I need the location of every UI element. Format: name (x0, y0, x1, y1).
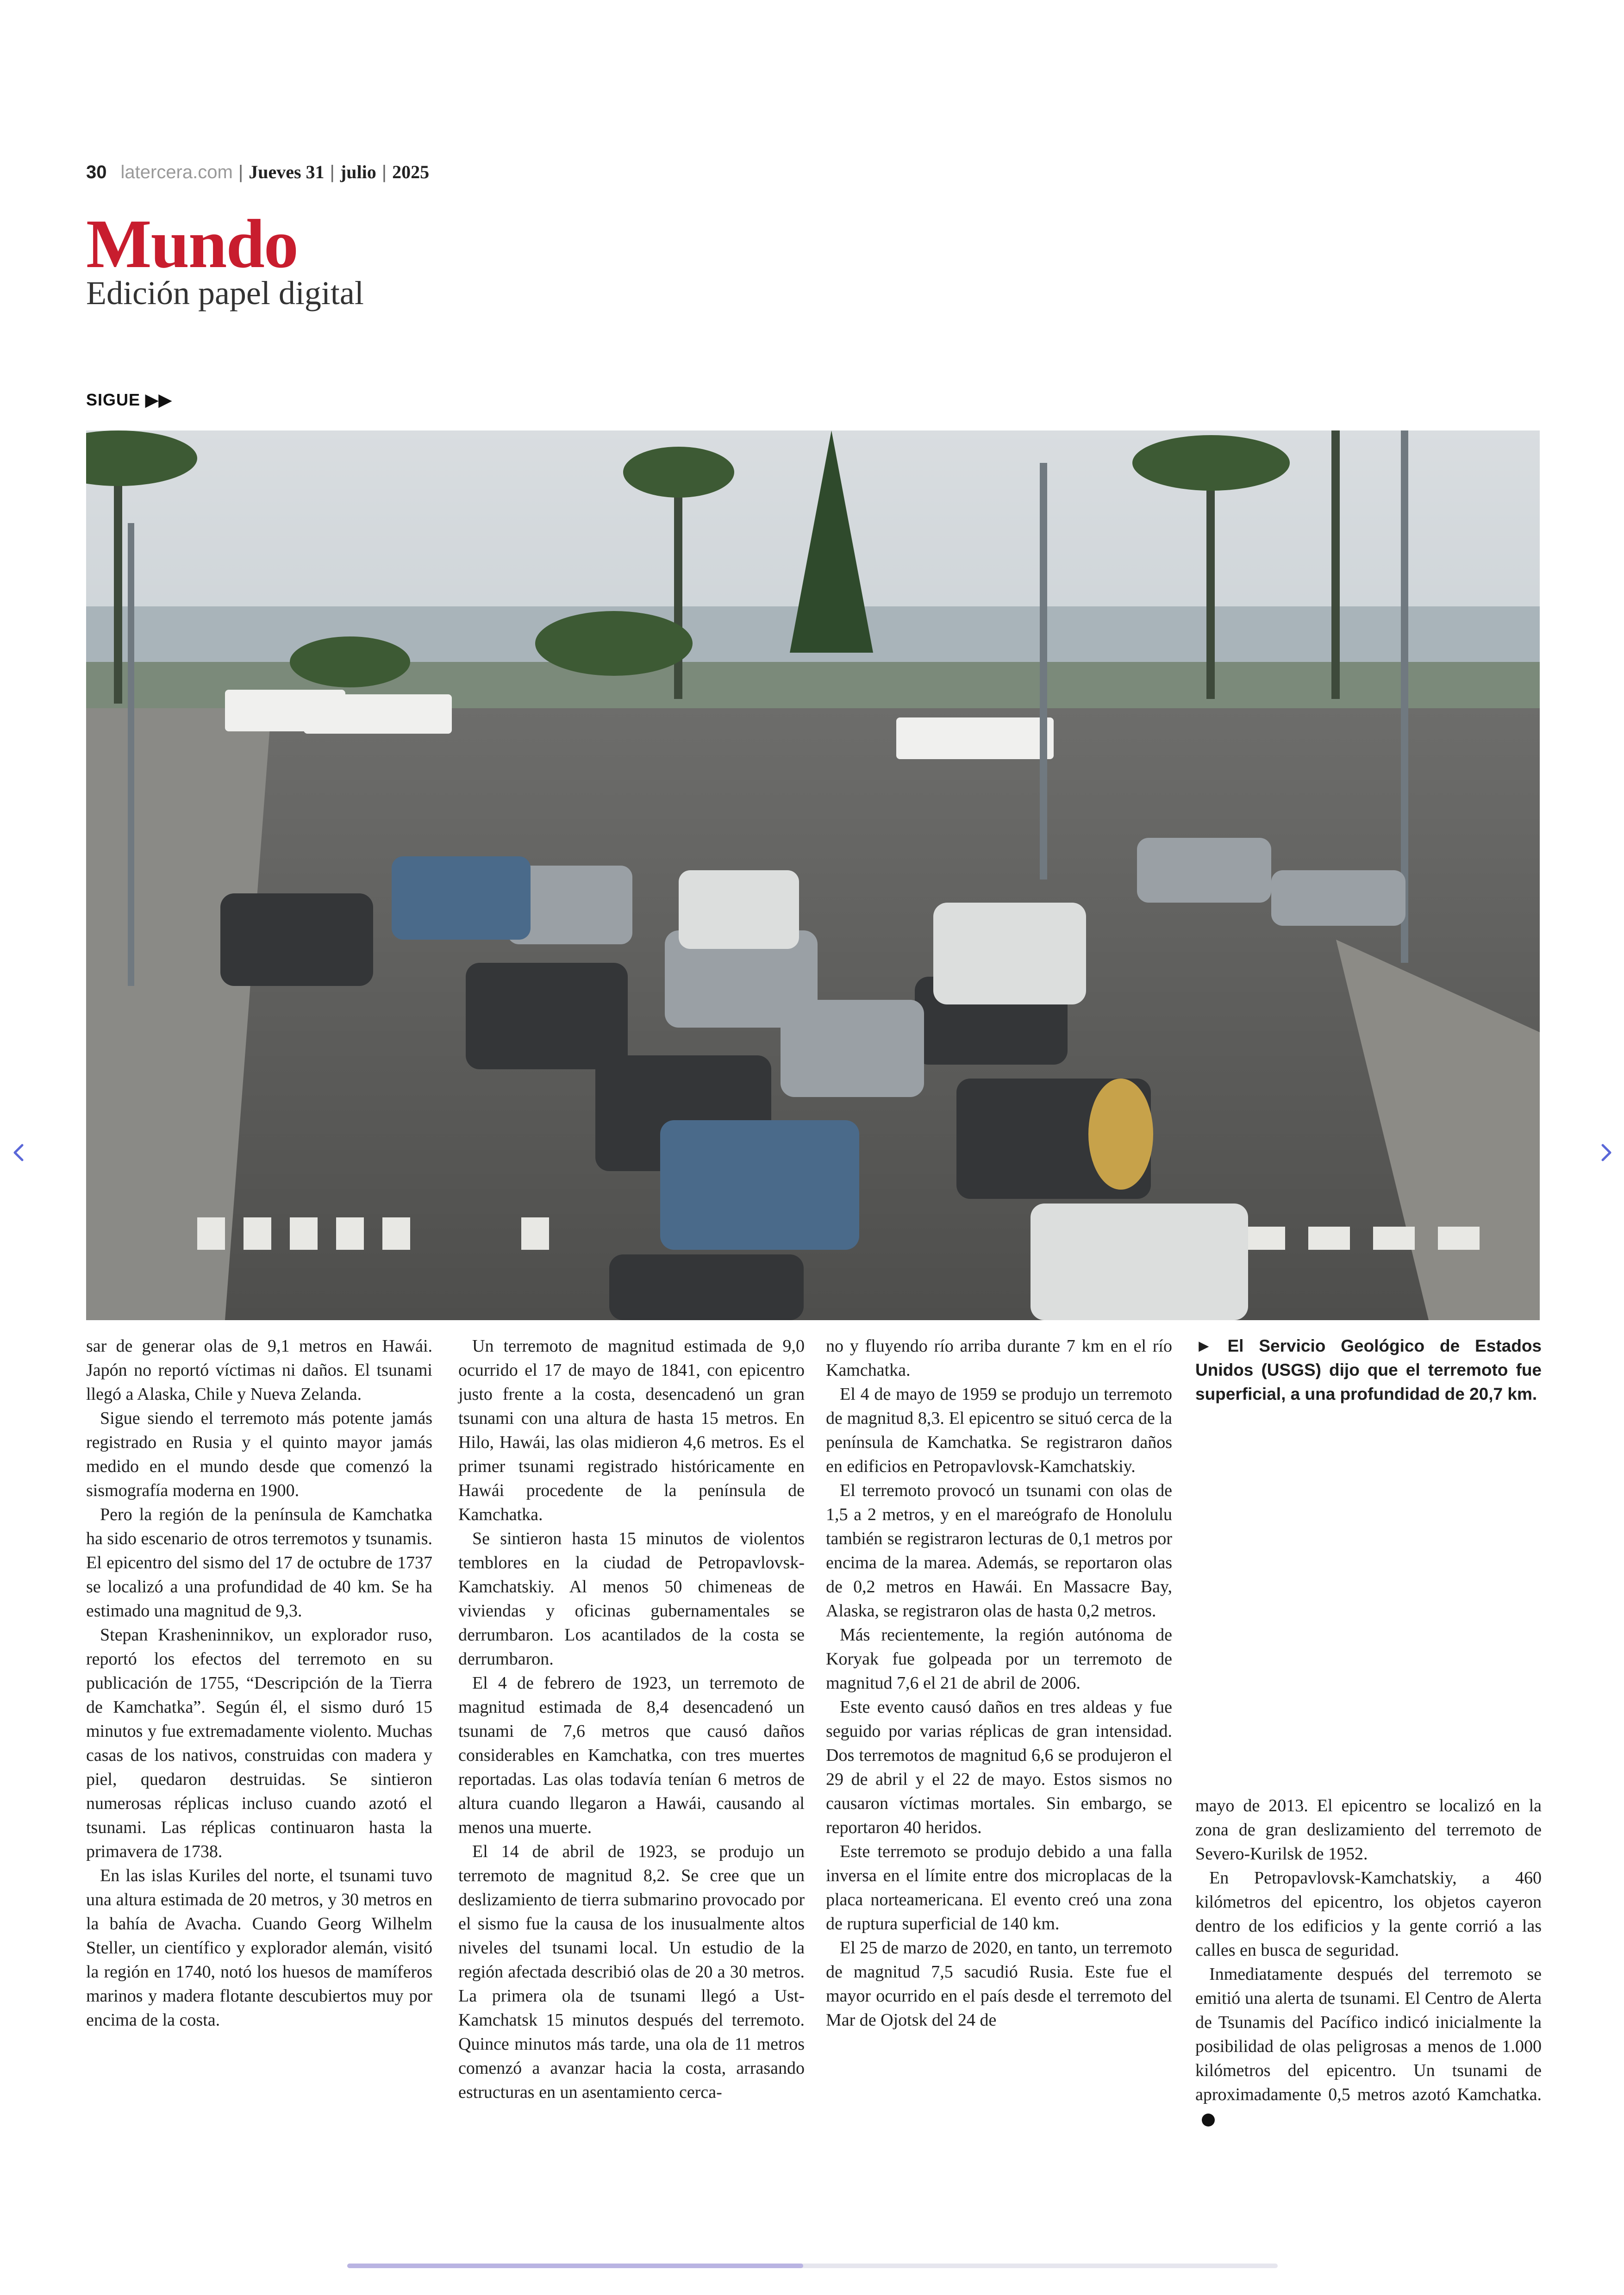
paragraph: mayo de 2013. El epicentro se localizó en la zona de gran deslizamiento del terremoto de Severo-Kurilsk de 1952. (1195, 1796, 1542, 1864)
paragraph: Un terremoto de magnitud estimada de 9,0 ocurrido el 17 de mayo de 1841, con epicentro justo frente a la costa, desencadenó un gran tsunami con una altura de hasta 15 metros. En Hilo, Hawái, las olas midieron 4,6 metros. Es el primer tsunami registrado históricamente en Hawái procedente de la península de Kamchatka. (458, 1336, 805, 1524)
article-column-4 (1195, 1794, 1542, 2131)
paragraph: Este terremoto se produjo debido a una falla inversa en el límite entre dos microplacas de la placa norteamericana. El evento creó una zona de ruptura superficial de 140 km. (826, 1842, 1172, 1933)
page-header (86, 161, 429, 183)
paragraph: Se sintieron hasta 15 minutos de violentos temblores en la ciudad de Petropavlovsk-Kamchatskiy. Al menos 50 chimeneas de viviendas y oficinas gubernamentales se derrumbaron. Los acantilados de la costa se derrumbaron. (458, 1529, 805, 1669)
paragraph: El 4 de mayo de 1959 se produjo un terremoto de magnitud 8,3. El epicentro se situó cerca de la península de Kamchatka. Se registraron daños en edificios en Petropavlovsk-Kamchatskiy. (826, 1384, 1172, 1476)
paragraph: Este evento causó daños en tres aldeas y fue seguido por varias réplicas de gran intensidad. Dos terremotos de magnitud 6,6 se produjeron el 29 de abril y el 22 de mayo. Estos sismos no causaron víctimas mortales. Sin embargo, se reportaron 40 heridos. (826, 1697, 1172, 1837)
harbor-traffic-photo (86, 430, 1540, 1320)
paragraph: En Petropavlovsk-Kamchatskiy, a 460 kilómetros del epicentro, los objetos cayeron dentro de los edificios y la gente corrió a las calles en busca de seguridad. (1195, 1868, 1542, 1960)
paragraph-text: Inmediatamente después del terremoto se emitió una alerta de tsunami. El Centro de Alerta de Tsunamis del Pacífico indicó inicialmente la posibilidad de olas peligrosas a menos de 1.000 kilómetros del epicentro. Un tsunami de aproximadamente 0,5 metros azotó Kamchatka. (1195, 1964, 1542, 2104)
page-scrollbar[interactable] (347, 2264, 1278, 2268)
paragraph: Pero la región de la península de Kamchatka ha sido escenario de otros terremotos y tsunamis. El epicentro del sismo del 17 de octubre de 1737 se localizó a una profundidad de 40 km. Se ha estimado una magnitud de 9,3. (86, 1505, 432, 1621)
header-separator: | (238, 162, 244, 182)
photo-caption (1195, 1334, 1542, 1406)
paragraph: El 25 de marzo de 2020, en tanto, un terremoto de magnitud 7,5 sacudió Rusia. Este fue el mayor ocurrido en el país desde el terremoto del Mar de Ojotsk del 24 de (826, 1938, 1172, 2030)
header-separator: | (330, 162, 335, 182)
section-title: Mundo (86, 206, 298, 282)
paragraph: El terremoto provocó un tsunami con olas de 1,5 a 2 metros, y en el mareógrafo de Honolulu también se registraron lecturas de 0,1 metros por encima de la marea. Además, se reportaron olas de 0,2 metros en Hawái. En Massacre Bay, Alaska, se registraron olas de hasta 0,2 metros. (826, 1481, 1172, 1621)
header-year: 2025 (392, 162, 430, 182)
header-month: julio (340, 162, 376, 182)
section-subtitle: Edición papel digital (86, 274, 364, 312)
end-of-article-icon (1202, 2114, 1215, 2127)
paragraph: El 14 de abril de 1923, se produjo un terremoto de magnitud 8,2. Se cree que un deslizamiento de tierra submarino provocado por el sismo fue la causa de los inusualmente altos niveles del tsunami local. Un estudio de la región afectada describió olas de 20 a 30 metros. La primera ola de tsunami llegó a Ust-Kamchatsk 15 minutos después del terremoto. Quince minutos más tarde, una ola de 11 metros comenzó a avanzar hacia la costa, arrasando estructuras en un asentamiento cerca- (458, 1842, 805, 2102)
caption-text: ► El Servicio Geológico de Estados Unidos (USGS) dijo que el terremoto fue superficial, a una profundidad de 20,7 km. (1195, 1336, 1542, 1403)
chevron-left-icon (5, 1139, 32, 1166)
article-column-3 (826, 1334, 1172, 2032)
chevron-right-icon (1593, 1139, 1620, 1166)
next-page-button[interactable] (1593, 1139, 1620, 1166)
scrollbar-thumb[interactable] (347, 2264, 803, 2268)
paragraph (1195, 1962, 1542, 2131)
header-separator: | (381, 162, 387, 182)
paragraph: Sigue siendo el terremoto más potente jamás registrado en Rusia y el quinto mayor jamás medido en el mundo desde que comenzó la sismografía moderna en 1900. (86, 1409, 432, 1500)
paragraph: sar de generar olas de 9,1 metros en Hawái. Japón no reportó víctimas ni daños. El tsunami llegó a Alaska, Chile y Nueva Zelanda. (86, 1336, 432, 1404)
article-column-1 (86, 1334, 432, 2032)
sigue-label: SIGUE ▶▶ (86, 390, 172, 409)
paragraph: Más recientemente, la región autónoma de Koryak fue golpeada por un terremoto de magnitud 7,6 el 21 de abril de 2006. (826, 1625, 1172, 1693)
paragraph: El 4 de febrero de 1923, un terremoto de magnitud estimada de 8,4 desencadenó un tsunami de 7,6 metros que causó daños considerables en Kamchatka, con tres muertes reportadas. Las olas todavía tenían 6 metros de altura cuando llegaron a Hawái, causando al menos una muerte. (458, 1673, 805, 1837)
photo-illustration (86, 430, 1540, 1320)
paragraph: no y fluyendo río arriba durante 7 km en el río Kamchatka. (826, 1336, 1172, 1380)
article-column-2 (458, 1334, 805, 2104)
header-weekday-day: Jueves 31 (249, 162, 325, 182)
site-name[interactable]: latercera.com (120, 162, 233, 182)
prev-page-button[interactable] (5, 1139, 32, 1166)
paragraph: Stepan Krasheninnikov, un explorador ruso, reportó los efectos del terremoto en su publicación de 1755, “Descripción de la Tierra de Kamchatka”. Según él, el sismo duró 15 minutos y fue extremadamente violento. Muchas casas de los nativos, construidas con madera y piel, quedaron destruidas. Se sintieron numerosas réplicas incluso cuando azotó el tsunami. Las réplicas continuaron hasta la primavera de 1738. (86, 1625, 432, 1861)
paragraph: En las islas Kuriles del norte, el tsunami tuvo una altura estimada de 20 metros, y 30 metros en la bahía de Avacha. Cuando Georg Wilhelm Steller, un científico y explorador alemán, visitó la región en 1740, notó los huesos de mamíferos marinos y madera flotante descubiertos muy por encima de la costa. (86, 1866, 432, 2030)
page-number: 30 (86, 162, 107, 182)
